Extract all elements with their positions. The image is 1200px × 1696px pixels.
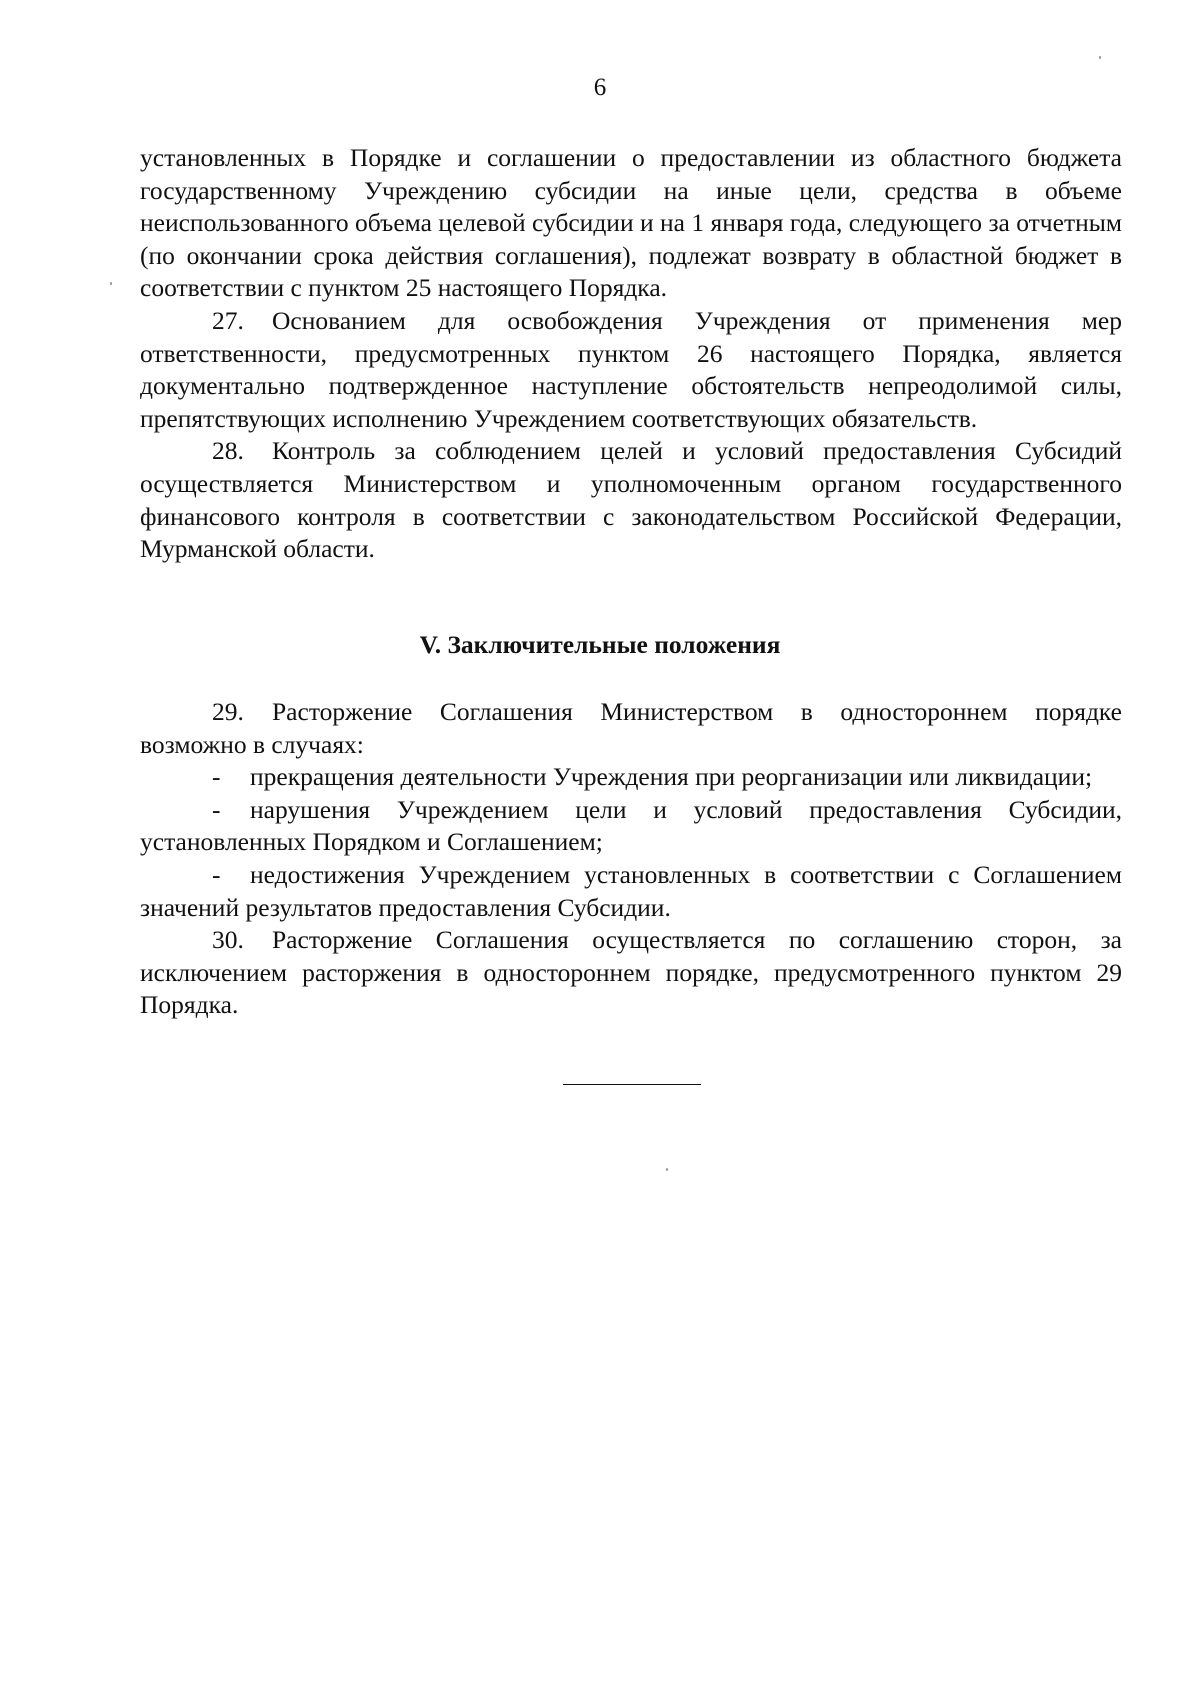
scan-speck bbox=[666, 1168, 668, 1171]
body-block-top bbox=[140, 142, 1122, 566]
body-block-bottom bbox=[140, 696, 1122, 1022]
paragraph-number: 28. bbox=[212, 436, 244, 466]
paragraph-text: Расторжение Соглашения Министерством в одностороннем порядке возможно в случаях: bbox=[140, 697, 1122, 759]
paragraph-number: 29. bbox=[212, 697, 244, 726]
list-item bbox=[140, 859, 1122, 924]
list-item bbox=[140, 794, 1122, 859]
page-number: 6 bbox=[593, 74, 607, 101]
scan-speck bbox=[110, 282, 112, 285]
paragraph-text: Основанием для освобождения Учреждения от применения мер ответственности, предусмотренных пунктом 26 настоящего Порядка, является документально подтвержденное наступление обстоятельств непреодолимой силы, препятствующих исполнению Учреждением соответствующих обязательств. bbox=[140, 305, 1122, 433]
dash-marker: - bbox=[212, 794, 221, 824]
paragraph-29 bbox=[140, 696, 1122, 761]
section-heading: V. Заключительные положения bbox=[419, 630, 781, 659]
paragraph-number: 30. bbox=[212, 925, 244, 955]
dash-marker: - bbox=[212, 859, 221, 889]
scan-speck bbox=[1099, 56, 1101, 59]
dash-marker: - bbox=[212, 762, 221, 792]
paragraph-text: Расторжение Соглашения осуществляется по соглашению сторон, за исключением расторжения в одностороннем порядке, предусмотренного пунктом 29 Порядка. bbox=[140, 925, 1122, 1020]
paragraph-30 bbox=[140, 924, 1122, 1022]
list-item-text: недостижения Учреждением установленных в соответствии с Соглашением значений результатов предоставления Субсидии. bbox=[140, 859, 1122, 922]
list-item-text: нарушения Учреждением цели и условий предоставления Субсидии, установленных Порядком и Соглашением; bbox=[140, 794, 1122, 857]
paragraph-number: 27. bbox=[212, 305, 244, 335]
paragraph-continuation: установленных в Порядке и соглашении о предоставлении из областного бюджета государственному Учреждению субсидии на иные цели, средства в объеме неиспользованного объема целевой субсидии и на 1 января года, следующего за отчетным (по окончании срока действия соглашения), подлежат возврату в областной бюджет в соответствии с пунктом 25 настоящего Порядка. bbox=[140, 143, 1122, 303]
list-item bbox=[140, 761, 1122, 794]
closing-rule bbox=[563, 1084, 701, 1085]
paragraph-27 bbox=[140, 305, 1122, 435]
paragraph-28 bbox=[140, 435, 1122, 565]
list-item-text: прекращения деятельности Учреждения при реорганизации или ликвидации; bbox=[250, 762, 1093, 792]
paragraph-text: Контроль за соблюдением целей и условий предоставления Субсидий осуществляется Министерством и уполномоченным органом государственного финансового контроля в соответствии с законодательством Российской Федерации, Мурманской области. bbox=[140, 436, 1122, 564]
